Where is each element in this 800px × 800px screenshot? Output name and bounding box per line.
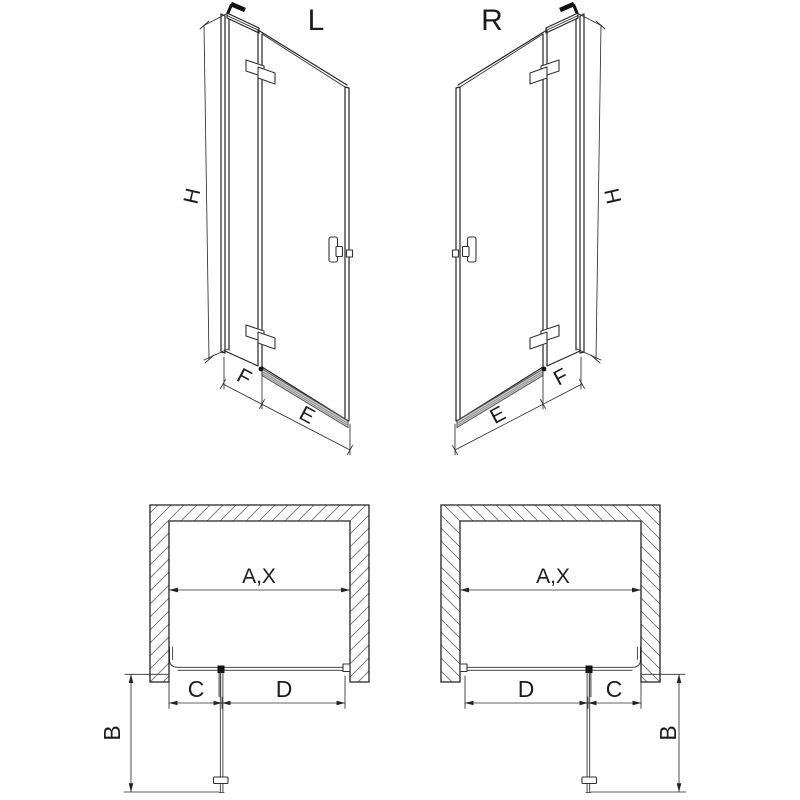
- right-plan-c-label: C: [605, 676, 623, 702]
- right-plan-d-label: D: [517, 676, 535, 702]
- right-plan-b-label: B: [655, 725, 681, 741]
- left-elevation-fixed-label: F: [232, 364, 256, 391]
- right-elevation-height-label: H: [600, 185, 627, 206]
- right-elevation-fixed-label: F: [549, 364, 573, 391]
- left-elevation-height-label: H: [179, 186, 206, 207]
- left-elevation-door-width-label: E: [295, 401, 319, 429]
- left-plan-b-label: B: [99, 725, 125, 741]
- right-plan-view: [441, 505, 686, 793]
- right-elevation-door-width-label: E: [486, 401, 510, 429]
- left-plan-geometry: [124, 505, 369, 793]
- left-plan-c-label: C: [187, 676, 205, 702]
- left-elevation-view: [180, 4, 353, 455]
- left-plan-view: [99, 505, 369, 793]
- right-plan-geometry: [441, 505, 686, 793]
- right-elevation-geometry: [453, 4, 606, 455]
- right-elevation-view: [453, 4, 627, 455]
- left-plan-d-label: D: [275, 676, 293, 702]
- left-elevation-label: L: [307, 4, 325, 37]
- right-elevation-label: R: [481, 4, 503, 37]
- left-elevation-geometry: [200, 4, 353, 455]
- left-plan-opening-label: A,X: [242, 565, 276, 588]
- right-plan-opening-label: A,X: [536, 565, 570, 588]
